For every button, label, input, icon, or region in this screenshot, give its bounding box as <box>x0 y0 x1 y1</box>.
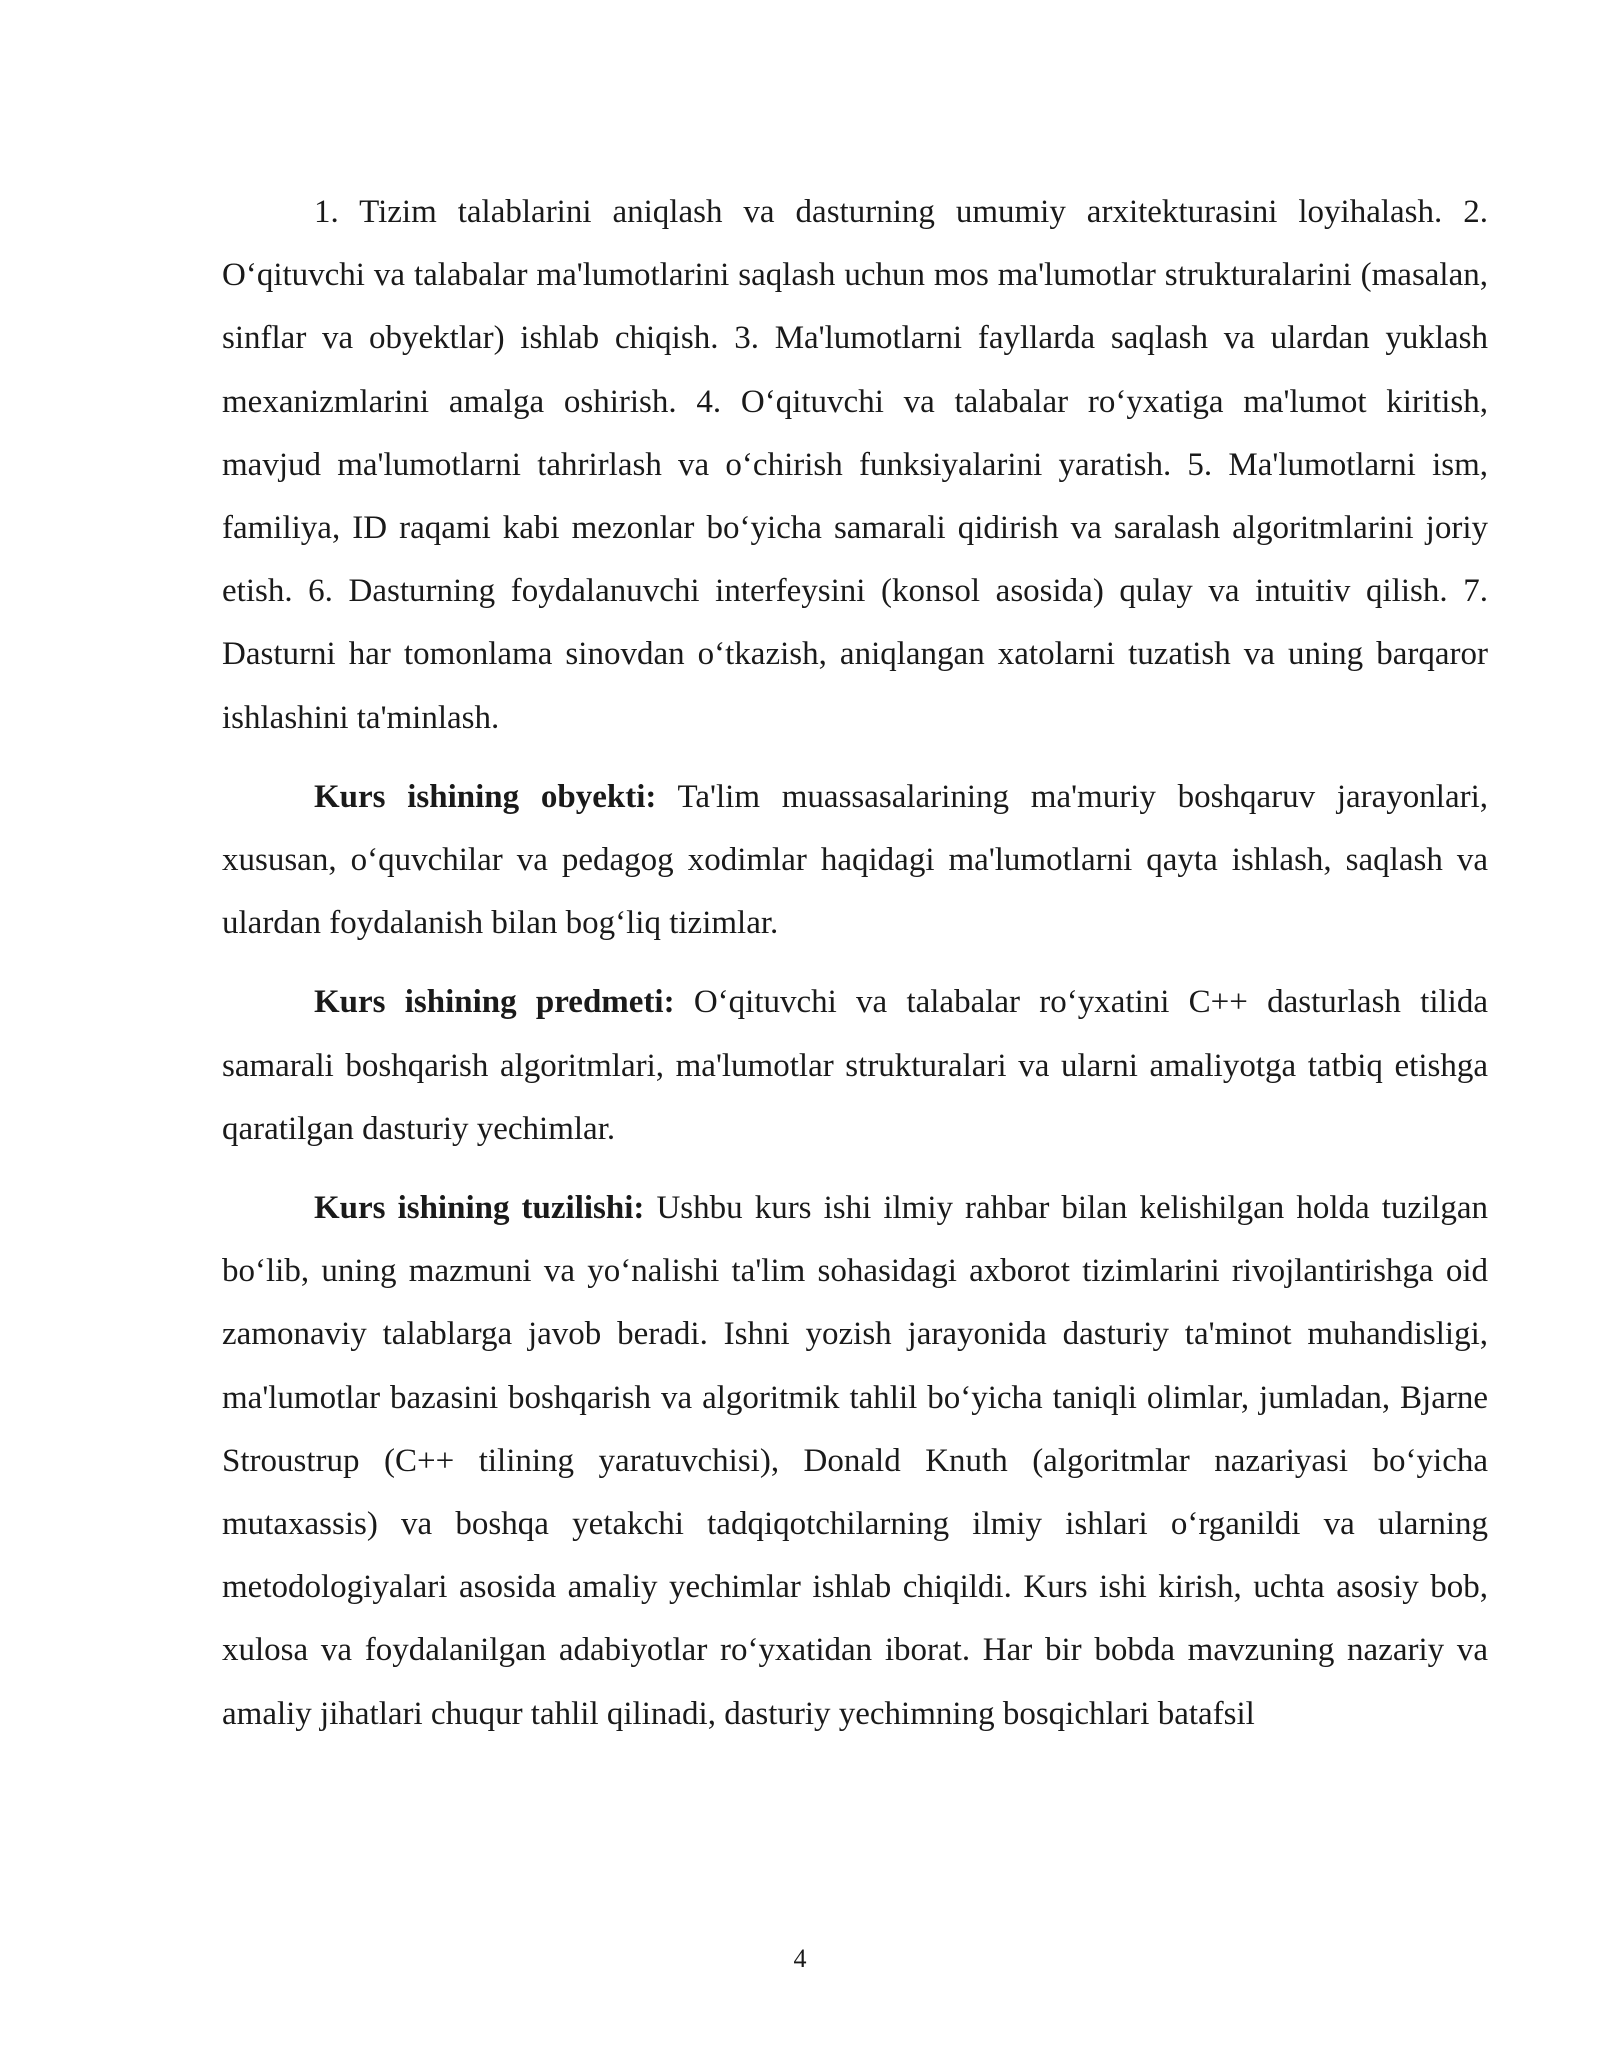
course-subject-heading: Kurs ishining predmeti: <box>314 984 675 1021</box>
page-number: 4 <box>793 1944 807 1973</box>
paragraph-tasks-text: 1. Tizim talablarini aniqlash va dasturning umumiy arxitekturasini loyihalash. 2. O‘qituvchi va talabalar ma'lumotlarini saqlash uchun mos ma'lumotlar strukturalarini (masalan, sinflar va obyektlar) ishlab chiqish. 3. Ma'lumotlarni fayllarda saqlash va ulardan yuklash mexanizmlarini amalga oshirish. 4. O‘qituvchi va talabalar ro‘yxatiga ma'lumot kiritish, mavjud ma'lumotlarni tahrirlash va o‘chirish funksiyalarini yaratish. 5. Ma'lumotlarni ism, familiya, ID raqami kabi mezonlar bo‘yicha samarali qidirish va saralash algoritmlarini joriy etish. 6. Dasturning foydalanuvchi interfeysini (konsol asosida) qulay va intuitiv qilish. 7. Dasturni har tomonlama sinovdan o‘tkazish, aniqlangan xatolarni tuzatish va uning barqaror ishlashini ta'minlash. <box>222 194 1488 736</box>
course-structure-text: Ushbu kurs ishi ilmiy rahbar bilan kelishilgan holda tuzilgan bo‘lib, uning mazmuni va yo‘nalishi ta'lim sohasidagi axborot tizimlarini rivojlantirishga oid zamonaviy talablarga javob beradi. Ishni yozish jarayonida dasturiy ta'minot muhandisligi, ma'lumotlar bazasini boshqarish va algoritmik tahlil bo‘yicha taniqli olimlar, jumladan, Bjarne Stroustrup (C++ tilining yaratuvchisi), Donald Knuth (algoritmlar nazariyasi bo‘yicha mutaxassis) va boshqa yetakchi tadqiqotchilarning ilmiy ishlari o‘rganildi va ularning metodologiyalari asosida amaliy yechimlar ishlab chiqildi. Kurs ishi kirish, uchta asosiy bob, xulosa va foydalanilgan adabiyotlar ro‘yxatidan iborat. Har bir bobda mavzuning nazariy va amaliy jihatlari chuqur tahlil qilinadi, dasturiy yechimning bosqichlari batafsil <box>222 1190 1488 1732</box>
page-content <box>222 181 1488 1746</box>
course-structure-heading: Kurs ishining tuzilishi: <box>314 1190 645 1227</box>
paragraph-course-subject <box>222 971 1488 1161</box>
course-subject-text: O‘qituvchi va talabalar ro‘yxatini C++ dasturlash tilida samarali boshqarish algoritmlari, ma'lumotlar strukturalari va ularni amaliyotga tatbiq etishga qaratilgan dasturiy yechimlar. <box>222 984 1488 1147</box>
paragraph-course-structure <box>222 1177 1488 1746</box>
paragraph-course-object <box>222 766 1488 956</box>
course-object-heading: Kurs ishining obyekti: <box>314 778 657 815</box>
course-object-text: Ta'lim muassasalarining ma'muriy boshqaruv jarayonlari, xususan, o‘quvchilar va pedagog xodimlar haqidagi ma'lumotlarni qayta ishlash, saqlash va ulardan foydalanish bilan bog‘liq tizimlar. <box>222 778 1488 942</box>
paragraph-tasks-list <box>222 181 1488 750</box>
